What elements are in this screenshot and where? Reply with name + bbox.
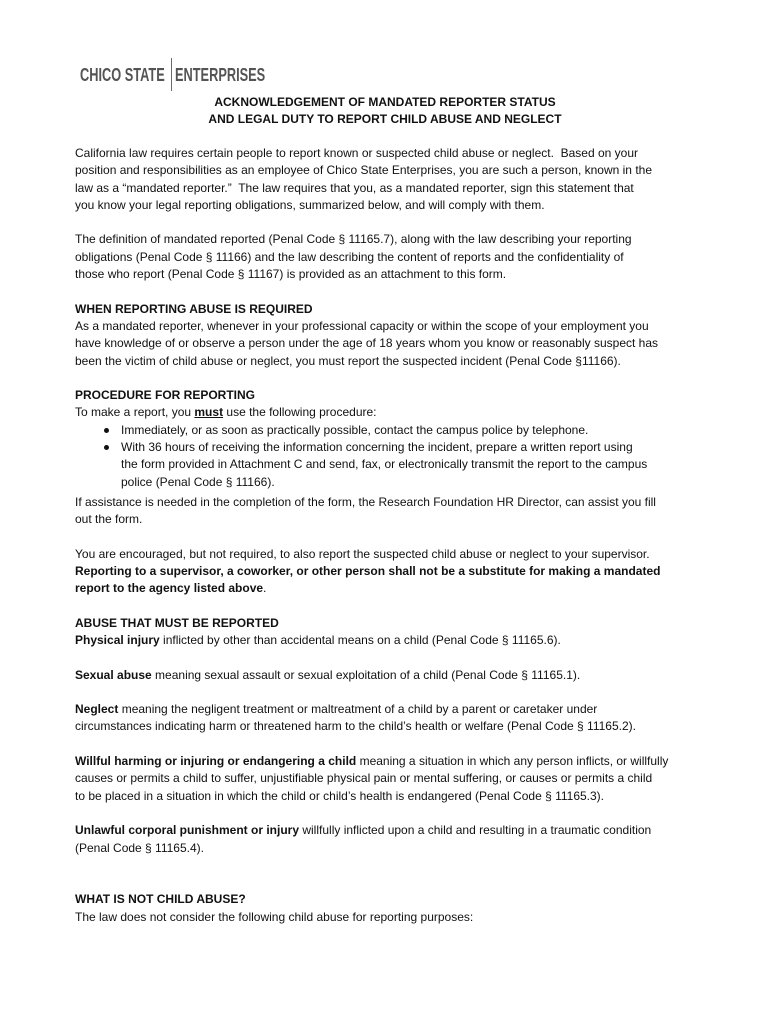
abuse-types-section bbox=[75, 615, 695, 650]
abuse-type-physical-injury bbox=[75, 632, 695, 649]
abuse-type-neglect bbox=[75, 701, 695, 736]
abuse-definition-line: to be placed in a situation in which the child or child’s health is endangered (Penal Code § 11165.3). bbox=[75, 788, 605, 803]
when-required-section bbox=[75, 301, 695, 370]
assistance-line: If assistance is needed in the completion of the form, the Research Foundation HR Director, can assist you fill bbox=[75, 494, 656, 509]
warning-text: report to the agency listed above bbox=[75, 581, 264, 596]
abuse-term: Unlawful corporal punishment or injury bbox=[75, 823, 300, 838]
logo-name: CHICO STATE bbox=[80, 65, 165, 85]
supervisor-warning-line: Reporting to a supervisor, a coworker, or other person shall not be a substitute for making a mandated bbox=[75, 563, 661, 578]
section-heading: WHAT IS NOT CHILD ABUSE? bbox=[75, 892, 246, 907]
when-required-line: been the victim of child abuse or neglect, you must report the suspected incident (Penal Code §11166). bbox=[75, 353, 621, 368]
logo-division: ENTERPRISES bbox=[175, 65, 266, 85]
section-heading: PROCEDURE FOR REPORTING bbox=[75, 388, 256, 403]
intro-line: California law requires certain people to report known or suspected child abuse or neglect. Based on your bbox=[75, 146, 638, 160]
definitions-line: The definition of mandated reported (Penal Code § 11165.7), along with the law describing your reporting bbox=[75, 232, 632, 247]
procedure-step-line: Immediately, or as soon as practically possible, contact the campus police by telephone. bbox=[121, 422, 589, 437]
abuse-term: Neglect bbox=[75, 702, 119, 717]
assistance-note bbox=[75, 494, 695, 529]
abuse-type-line bbox=[75, 753, 695, 770]
abuse-definition-line: circumstances indicating harm or threatened harm to the child’s health or welfare (Penal Code § 11165.2). bbox=[75, 719, 636, 734]
abuse-definition: willfully inflicted upon a child and resulting in a traumatic condition bbox=[299, 823, 652, 838]
instruction-text: use the following procedure: bbox=[223, 405, 377, 420]
abuse-type-corporal-punishment bbox=[75, 822, 695, 857]
when-required-line: have knowledge of or observe a person under the age of 18 years whom you know or reasonably suspect has bbox=[75, 336, 659, 351]
abuse-term: Physical injury bbox=[75, 633, 160, 647]
procedure-step-line: With 36 hours of receiving the information concerning the incident, prepare a written report using bbox=[121, 440, 633, 455]
definitions-line: obligations (Penal Code § 11166) and the law describing the content of reports and the confidentiality of bbox=[75, 249, 624, 264]
abuse-type-line bbox=[75, 667, 695, 684]
abuse-term: Sexual abuse bbox=[75, 667, 152, 682]
title-line: ACKNOWLEDGEMENT OF MANDATED REPORTER STATUS bbox=[214, 94, 556, 109]
abuse-definition: meaning sexual assault or sexual exploitation of a child (Penal Code § 11165.1). bbox=[151, 667, 581, 682]
abuse-definition-line: causes or permits a child to suffer, unjustifiable physical pain or mental suffering, or causes or permits a child bbox=[75, 771, 653, 786]
procedure-instruction bbox=[75, 404, 695, 421]
assistance-line: out the form. bbox=[75, 511, 143, 526]
intro-line: law as a “mandated reporter.” The law requires that you, as a mandated reporter, sign this statement that bbox=[75, 180, 634, 195]
document-title bbox=[0, 94, 770, 129]
procedure-section bbox=[75, 387, 695, 528]
supervisor-note: You are encouraged, but not required, to also report the suspected child abuse or neglect to your supervisor. bbox=[75, 546, 650, 561]
intro-line: you know your legal reporting obligations, summarized below, and will comply with them. bbox=[75, 197, 545, 212]
abuse-definition: meaning the negligent treatment or maltreatment of a child by a parent or caretaker under bbox=[118, 702, 598, 717]
abuse-type-sexual-abuse bbox=[75, 667, 695, 684]
instruction-emphasis: must bbox=[194, 405, 224, 420]
document-body bbox=[75, 145, 695, 926]
supervisor-warning-line bbox=[75, 580, 695, 597]
procedure-step-line: police (Penal Code § 11166). bbox=[121, 474, 275, 489]
supervisor-paragraph bbox=[75, 546, 695, 598]
abuse-type-line bbox=[75, 701, 695, 718]
definitions-paragraph bbox=[75, 231, 695, 283]
section-heading: WHEN REPORTING ABUSE IS REQUIRED bbox=[75, 301, 313, 316]
abuse-type-willful-harming bbox=[75, 753, 695, 805]
bullet-icon bbox=[104, 428, 109, 433]
abuse-definition-line: (Penal Code § 11165.4). bbox=[75, 840, 204, 855]
procedure-step bbox=[75, 439, 695, 491]
logo-divider bbox=[171, 58, 172, 91]
instruction-text: To make a report, you bbox=[75, 405, 195, 420]
when-required-line: As a mandated reporter, whenever in your professional capacity or within the scope of your employment you bbox=[75, 318, 649, 333]
abuse-term: Willful harming or injuring or endangering a child bbox=[75, 754, 357, 769]
not-abuse-line: The law does not consider the following child abuse for reporting purposes: bbox=[75, 909, 474, 924]
not-abuse-section bbox=[75, 891, 695, 926]
bullet-icon bbox=[104, 445, 109, 450]
procedure-step bbox=[75, 422, 695, 439]
definitions-line: those who report (Penal Code § 11167) is provided as an attachment to this form. bbox=[75, 267, 507, 282]
abuse-definition: inflicted by other than accidental means on a child (Penal Code § 11165.6). bbox=[159, 633, 561, 647]
intro-paragraph bbox=[75, 145, 695, 214]
abuse-type-line bbox=[75, 822, 695, 839]
procedure-step-line: the form provided in Attachment C and send, fax, or electronically transmit the report to the campus bbox=[121, 457, 648, 472]
warning-end: . bbox=[263, 581, 267, 596]
title-line: AND LEGAL DUTY TO REPORT CHILD ABUSE AND NEGLECT bbox=[208, 111, 562, 126]
section-heading: ABUSE THAT MUST BE REPORTED bbox=[75, 615, 279, 630]
intro-line: position and responsibilities as an employee of Chico State Enterprises, you are such a person, known in the bbox=[75, 163, 652, 178]
abuse-definition: meaning a situation in which any person inflicts, or willfully bbox=[356, 754, 669, 769]
